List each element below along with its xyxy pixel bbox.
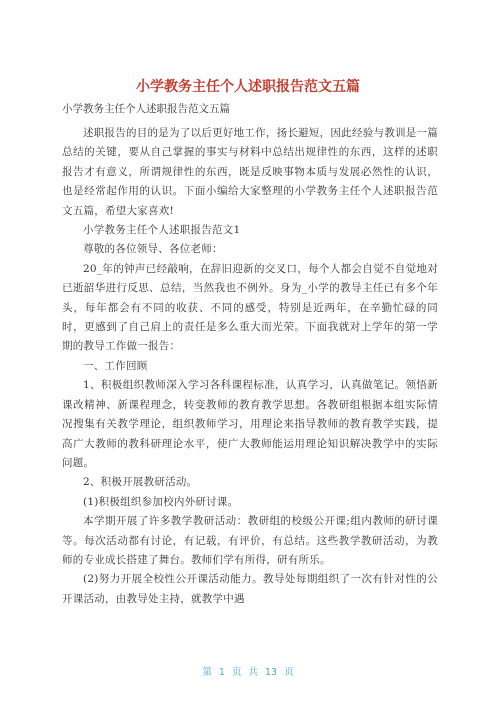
list-item: (1)积极组织参加校内外研讨课。: [83, 495, 239, 508]
document-subtitle: 小学教务主任个人述职报告范文五篇: [62, 103, 230, 115]
salutation: 尊敬的各位领导、各位老师：: [83, 243, 223, 256]
section-heading: 小学教务主任个人述职报告范文1: [83, 224, 241, 237]
body-paragraph: 本学期开展了许多教学教研活动：教研组的校级公开课;组内教师的研讨课等。每次活动都有讨论，有记载，有评价，有总结。这些教学教研活动，为教师的专业成长搭建了舞台。教师们学有所得，研有所乐。: [62, 515, 438, 566]
document-body: [62, 124, 438, 609]
list-item: 2、积极开展教研活动。: [83, 476, 198, 489]
body-paragraph: 1、积极组织教师深入学习各科课程标准，认真学习，认真做笔记。领悟新课改精神、新课程理念，转变教师的教育教学思想。各教研组根据本组实际情况搜集有关教学理论，组织教师学习，用理论来指导教师的教育教学实践，提高广大教师的教科研理论水平，使广大教师能运用理论知识解决教学中的实际问题。: [62, 379, 438, 469]
subheading-review: 一、工作回顾: [83, 359, 148, 372]
document-title: 小学教务主任个人述职报告范文五篇: [136, 79, 360, 95]
body-paragraph: (2)努力开展全校性公开课活动能力。教导处每期组织了一次有针对性的公开课活动，由教导处主持，就教学中遇: [62, 573, 438, 605]
intro-paragraph: 述职报告的目的是为了以后更好地工作，扬长避短，因此经验与教训是一篇总结的关键，要从自己掌握的事实与材料中总结出规律性的东西，这样的述职报告才有意义，所谓规律性的东西，既是反映事物本质与发展必然性的认识，也是经常起作用的认识。下面小编给大家整理的小学教务主任个人述职报告范文五篇，希望大家喜欢!: [62, 127, 438, 217]
page-number-footer: 第 1 页 共 13 页: [202, 667, 294, 678]
body-paragraph: 20_年的钟声已经敲响，在辞旧迎新的交叉口，每个人都会自觉不自觉地对已逝韶华进行反思、总结，当然我也不例外。身为_小学的教导主任已有多个年头，每年都会有不同的收获、不同的感受，特别是近两年，在辛勤忙碌的同时，更感到了自己肩上的责任是多么重大而光荣。下面我就对上学年的第一学期的教导工作做一报告：: [62, 262, 438, 353]
